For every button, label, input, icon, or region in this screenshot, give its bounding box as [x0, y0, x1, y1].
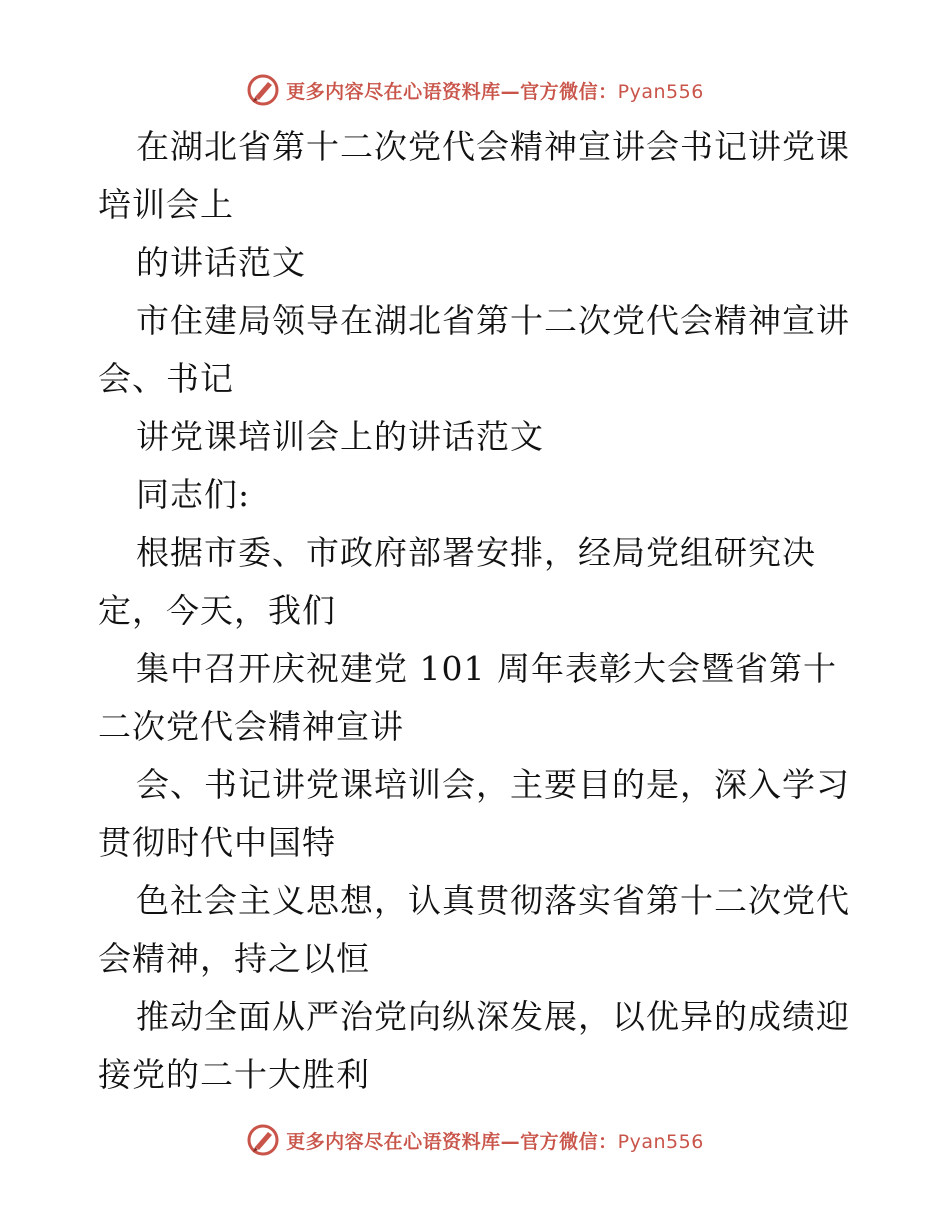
document-line: 市住建局领导在湖北省第十二次党代会精神宣讲 [136, 301, 850, 340]
document-line: 集中召开庆祝建党 101 周年表彰大会暨省第十 [136, 649, 837, 688]
banner-wechat-handle: Pyan556 [617, 1130, 704, 1153]
banner-label: 更多内容尽在心语资料库—官方微信： [286, 80, 618, 103]
pen-swirl-logo-icon [246, 73, 280, 107]
document-line: 定，今天，我们 [98, 591, 336, 630]
pen-swirl-logo-icon [246, 1123, 280, 1157]
header-banner [0, 70, 950, 110]
banner-wechat-handle: Pyan556 [617, 80, 704, 103]
document-line: 会精神，持之以恒 [98, 939, 370, 978]
document-line: 色社会主义思想，认真贯彻落实省第十二次党代 [136, 881, 850, 920]
banner-label: 更多内容尽在心语资料库—官方微信： [286, 1130, 618, 1153]
document-line: 接党的二十大胜利 [98, 1055, 370, 1094]
banner-text [286, 1127, 704, 1154]
document-line: 讲党课培训会上的讲话范文 [136, 417, 544, 456]
document-body [98, 118, 858, 1104]
document-line: 二次党代会精神宣讲 [98, 707, 404, 746]
banner-text [286, 77, 704, 104]
document-line: 贯彻时代中国特 [98, 823, 336, 862]
document-line: 的讲话范文 [136, 243, 306, 282]
document-line: 同志们: [136, 475, 251, 514]
document-line: 会、书记 [98, 359, 234, 398]
document-line: 在湖北省第十二次党代会精神宣讲会书记讲党课 [136, 127, 850, 166]
document-line: 根据市委、市政府部署安排，经局党组研究决 [136, 533, 816, 572]
document-line: 会、书记讲党课培训会，主要目的是，深入学习 [136, 765, 850, 804]
document-line: 推动全面从严治党向纵深发展，以优异的成绩迎 [136, 997, 850, 1036]
footer-banner [0, 1120, 950, 1160]
document-line: 培训会上 [98, 185, 234, 224]
